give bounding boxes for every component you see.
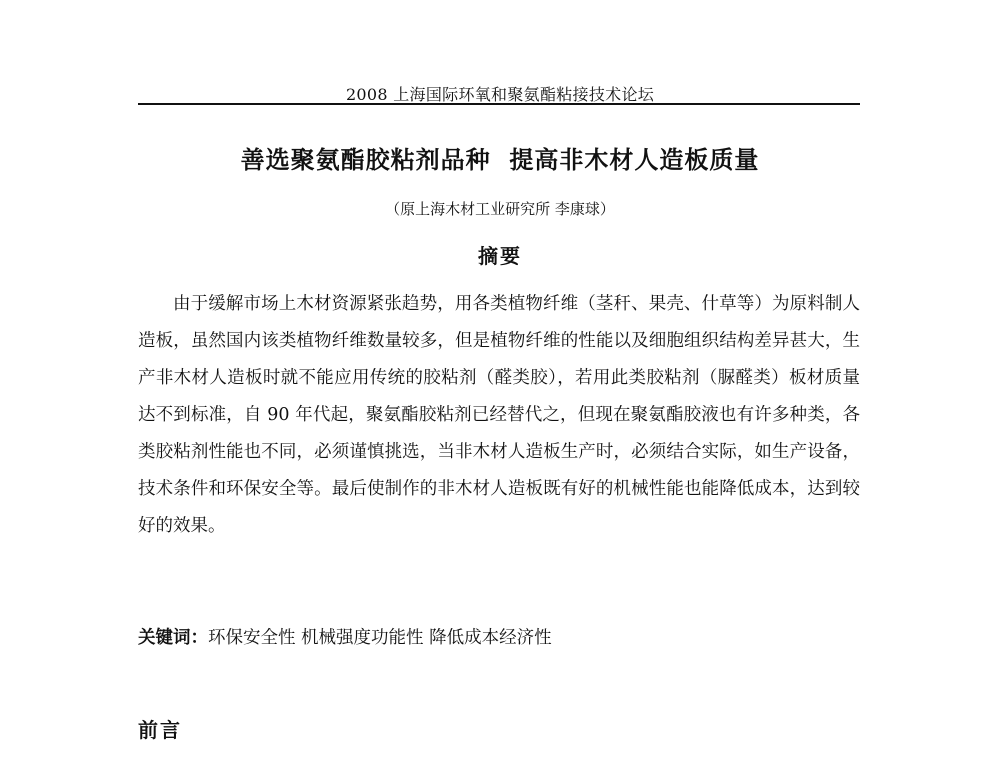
- abstract-body: 由于缓解市场上木材资源紧张趋势，用各类植物纤维（茎秆、果壳、什草等）为原料制人造板，虽然国内该类植物纤维数量较多，但是植物纤维的性能以及细胞组织结构差异甚大，生产非木材人造板时就不能应用传统的胶粘剂（醛类胶），若用此类胶粘剂（脲醛类）板材质量达不到标准，自 90 年代起，聚氨酯胶粘剂已经替代之，但现在聚氨酯胶液也有许多种类，各类胶粘剂性能也不同，必须谨慎挑选，当非木材人造板生产时，必须结合实际，如生产设备，技术条件和环保安全等。最后使制作的非木材人造板既有好的机械性能也能降低成本，达到较好的效果。: [138, 294, 860, 536]
- keywords-line: [138, 624, 860, 649]
- paper-title: 善选聚氨酯胶粘剂品种 提高非木材人造板质量: [240, 145, 760, 174]
- author-line: （原上海木材工业研究所 李康球）: [385, 200, 615, 218]
- keywords-label: 关键词：: [138, 628, 208, 648]
- abstract-heading: 摘要: [478, 244, 522, 268]
- running-header: 2008 上海国际环氧和聚氨酯粘接技术论坛: [345, 85, 655, 104]
- intro-heading: 前言: [138, 718, 182, 742]
- header-rule: [138, 103, 860, 105]
- keywords-value: 环保安全性 机械强度功能性 降低成本经济性: [208, 628, 552, 648]
